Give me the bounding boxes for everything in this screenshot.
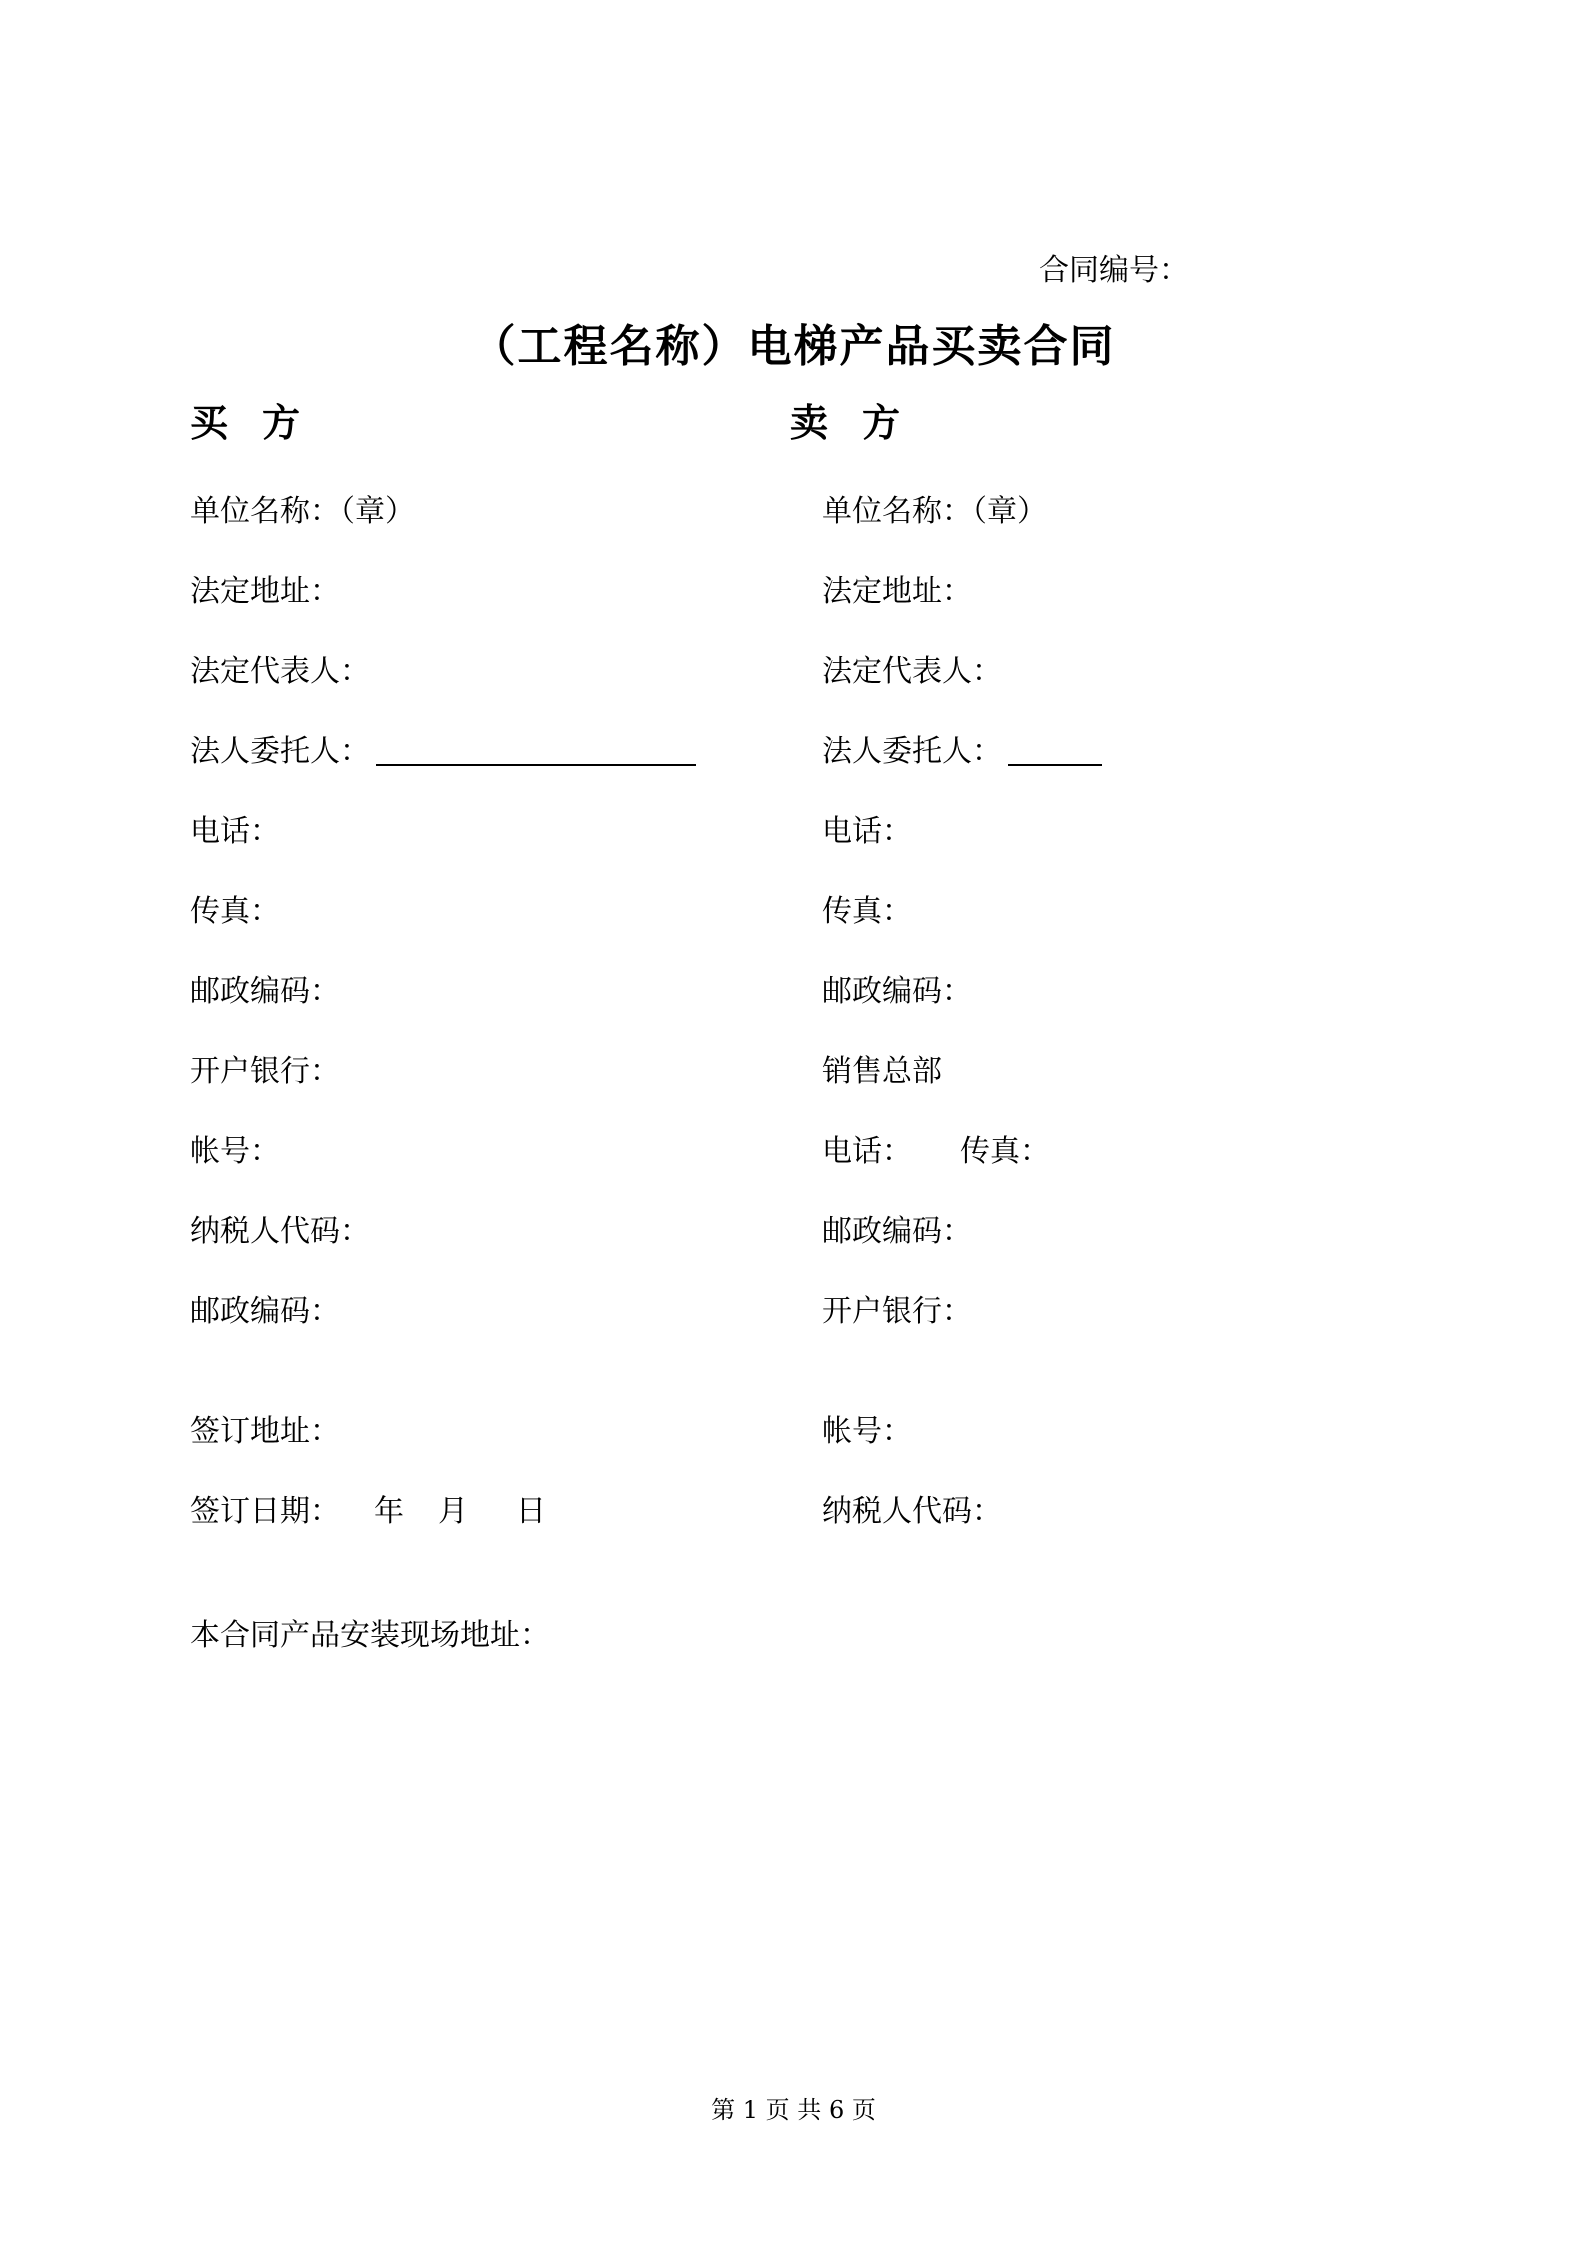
- sign-date-month: 月: [438, 1494, 468, 1529]
- buyer-bank: 开户银行：: [190, 1054, 340, 1089]
- seller-tax-code: 纳税人代码：: [822, 1494, 1002, 1529]
- buyer-authorized-agent-blank[interactable]: [376, 734, 696, 766]
- buyer-postcode: 邮政编码：: [190, 974, 340, 1009]
- sign-date-day: 日: [516, 1494, 546, 1529]
- buyer-sign-date-row: [190, 1492, 546, 1532]
- seller-hq-postcode: 邮政编码：: [822, 1214, 972, 1249]
- buyer-legal-rep: 法定代表人：: [190, 654, 370, 689]
- seller-authorized-agent-row: [822, 732, 1102, 772]
- buyer-account: 帐号：: [190, 1134, 280, 1169]
- buyer-legal-address: 法定地址：: [190, 574, 340, 609]
- buyer-authorized-agent-row: [190, 732, 696, 772]
- seller-hq-fax: 传真：: [960, 1134, 1050, 1169]
- buyer-phone: 电话：: [190, 814, 280, 849]
- seller-unit-name: 单位名称：（章）: [822, 494, 1047, 529]
- buyer-postcode-2: 邮政编码：: [190, 1294, 340, 1329]
- seller-legal-address: 法定地址：: [822, 574, 972, 609]
- page-title: （工程名称）电梯产品买卖合同: [471, 321, 1116, 372]
- seller-postcode: 邮政编码：: [822, 974, 972, 1009]
- seller-authorized-agent-label: 法人委托人：: [822, 734, 1002, 769]
- seller-sales-hq: 销售总部: [822, 1054, 942, 1089]
- page-total: 6: [828, 2096, 845, 2124]
- seller-bank: 开户银行：: [822, 1294, 972, 1329]
- page-footer: [0, 2090, 1587, 2125]
- seller-authorized-agent-blank[interactable]: [1008, 734, 1102, 766]
- sign-date-year: 年: [374, 1494, 404, 1529]
- seller-phone: 电话：: [822, 814, 912, 849]
- buyer-sign-address: 签订地址：: [190, 1414, 340, 1449]
- buyer-authorized-agent-label: 法人委托人：: [190, 734, 370, 769]
- seller-hq-contact-row: [822, 1132, 1050, 1172]
- buyer-heading: 买方: [190, 400, 335, 445]
- buyer-fax: 传真：: [190, 894, 280, 929]
- page-suffix: 页: [851, 2096, 876, 2124]
- contract-number-label: 合同编号：: [1039, 253, 1189, 288]
- buyer-unit-name: 单位名称：（章）: [190, 494, 415, 529]
- seller-account: 帐号：: [822, 1414, 912, 1449]
- sign-date-label: 签订日期：: [190, 1494, 340, 1529]
- seller-heading: 卖方: [790, 400, 935, 445]
- page-number: 1: [742, 2096, 759, 2124]
- install-address: 本合同产品安装现场地址：: [190, 1618, 550, 1653]
- seller-fax: 传真：: [822, 894, 912, 929]
- buyer-tax-code: 纳税人代码：: [190, 1214, 370, 1249]
- seller-legal-rep: 法定代表人：: [822, 654, 1002, 689]
- page-prefix: 第: [711, 2096, 736, 2124]
- page-mid: 页 共: [765, 2096, 822, 2124]
- seller-hq-phone: 电话：: [822, 1134, 912, 1169]
